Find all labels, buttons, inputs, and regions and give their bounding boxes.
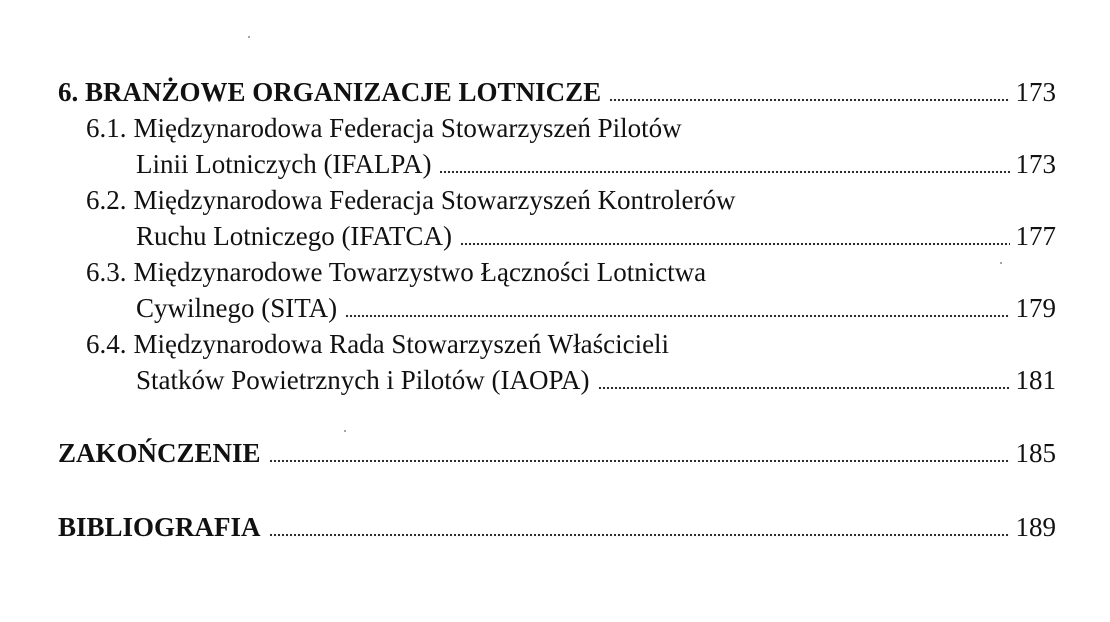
table-of-contents [58,74,1056,545]
toc-conclusion [58,435,1056,471]
section-number: 6.2. [86,185,127,215]
page-number: 185 [1015,438,1056,468]
scan-speck [344,430,346,432]
section-title-line1: Międzynarodowa Rada Stowarzyszeń Właścicieli [133,329,670,359]
dot-leader [269,458,1010,464]
toc-chapter-6 [58,74,1056,110]
chapter-title: BIBLIOGRAFIA [58,512,261,542]
toc-section-6-3 [58,254,1056,290]
page-number: 189 [1015,512,1056,542]
toc-section-6-2-cont [58,218,1056,254]
section-number: 6.1. [86,113,127,143]
chapter-title: 6. BRANŻOWE ORGANIZACJE LOTNICZE [58,77,602,107]
toc-section-6-2 [58,182,1056,218]
dot-leader [609,97,1009,103]
section-title-line1: Międzynarodowa Federacja Stowarzyszeń Pilotów [133,113,682,143]
toc-section-6-4-cont [58,362,1056,398]
toc-section-6-4 [58,326,1056,362]
page-number: 179 [1015,293,1056,323]
toc-section-6-1 [58,110,1056,146]
dot-leader [439,169,1009,175]
page-number: 177 [1015,221,1056,251]
toc-bibliography [58,509,1056,545]
page-number: 173 [1015,149,1056,179]
dot-leader [598,385,1010,391]
toc-section-6-3-cont [58,290,1056,326]
dot-leader [345,313,1009,319]
section-title-line2: Cywilnego (SITA) [136,293,338,323]
section-number: 6.4. [86,329,127,359]
page-number: 173 [1015,77,1056,107]
section-number: 6.3. [86,257,127,287]
dot-leader [460,241,1010,247]
dot-leader [269,532,1010,538]
toc-section-6-1-cont [58,146,1056,182]
chapter-title: ZAKOŃCZENIE [58,438,261,468]
section-title-line2: Linii Lotniczych (IFALPA) [136,149,432,179]
scan-speck [248,36,250,38]
section-title-line1: Międzynarodowe Towarzystwo Łączności Lotnictwa [133,257,707,287]
page-number: 181 [1015,365,1056,395]
scan-speck [1000,262,1002,264]
section-title-line2: Ruchu Lotniczego (IFATCA) [136,221,452,251]
section-title-line1: Międzynarodowa Federacja Stowarzyszeń Kontrolerów [133,185,736,215]
section-title-line2: Statków Powietrznych i Pilotów (IAOPA) [136,365,590,395]
